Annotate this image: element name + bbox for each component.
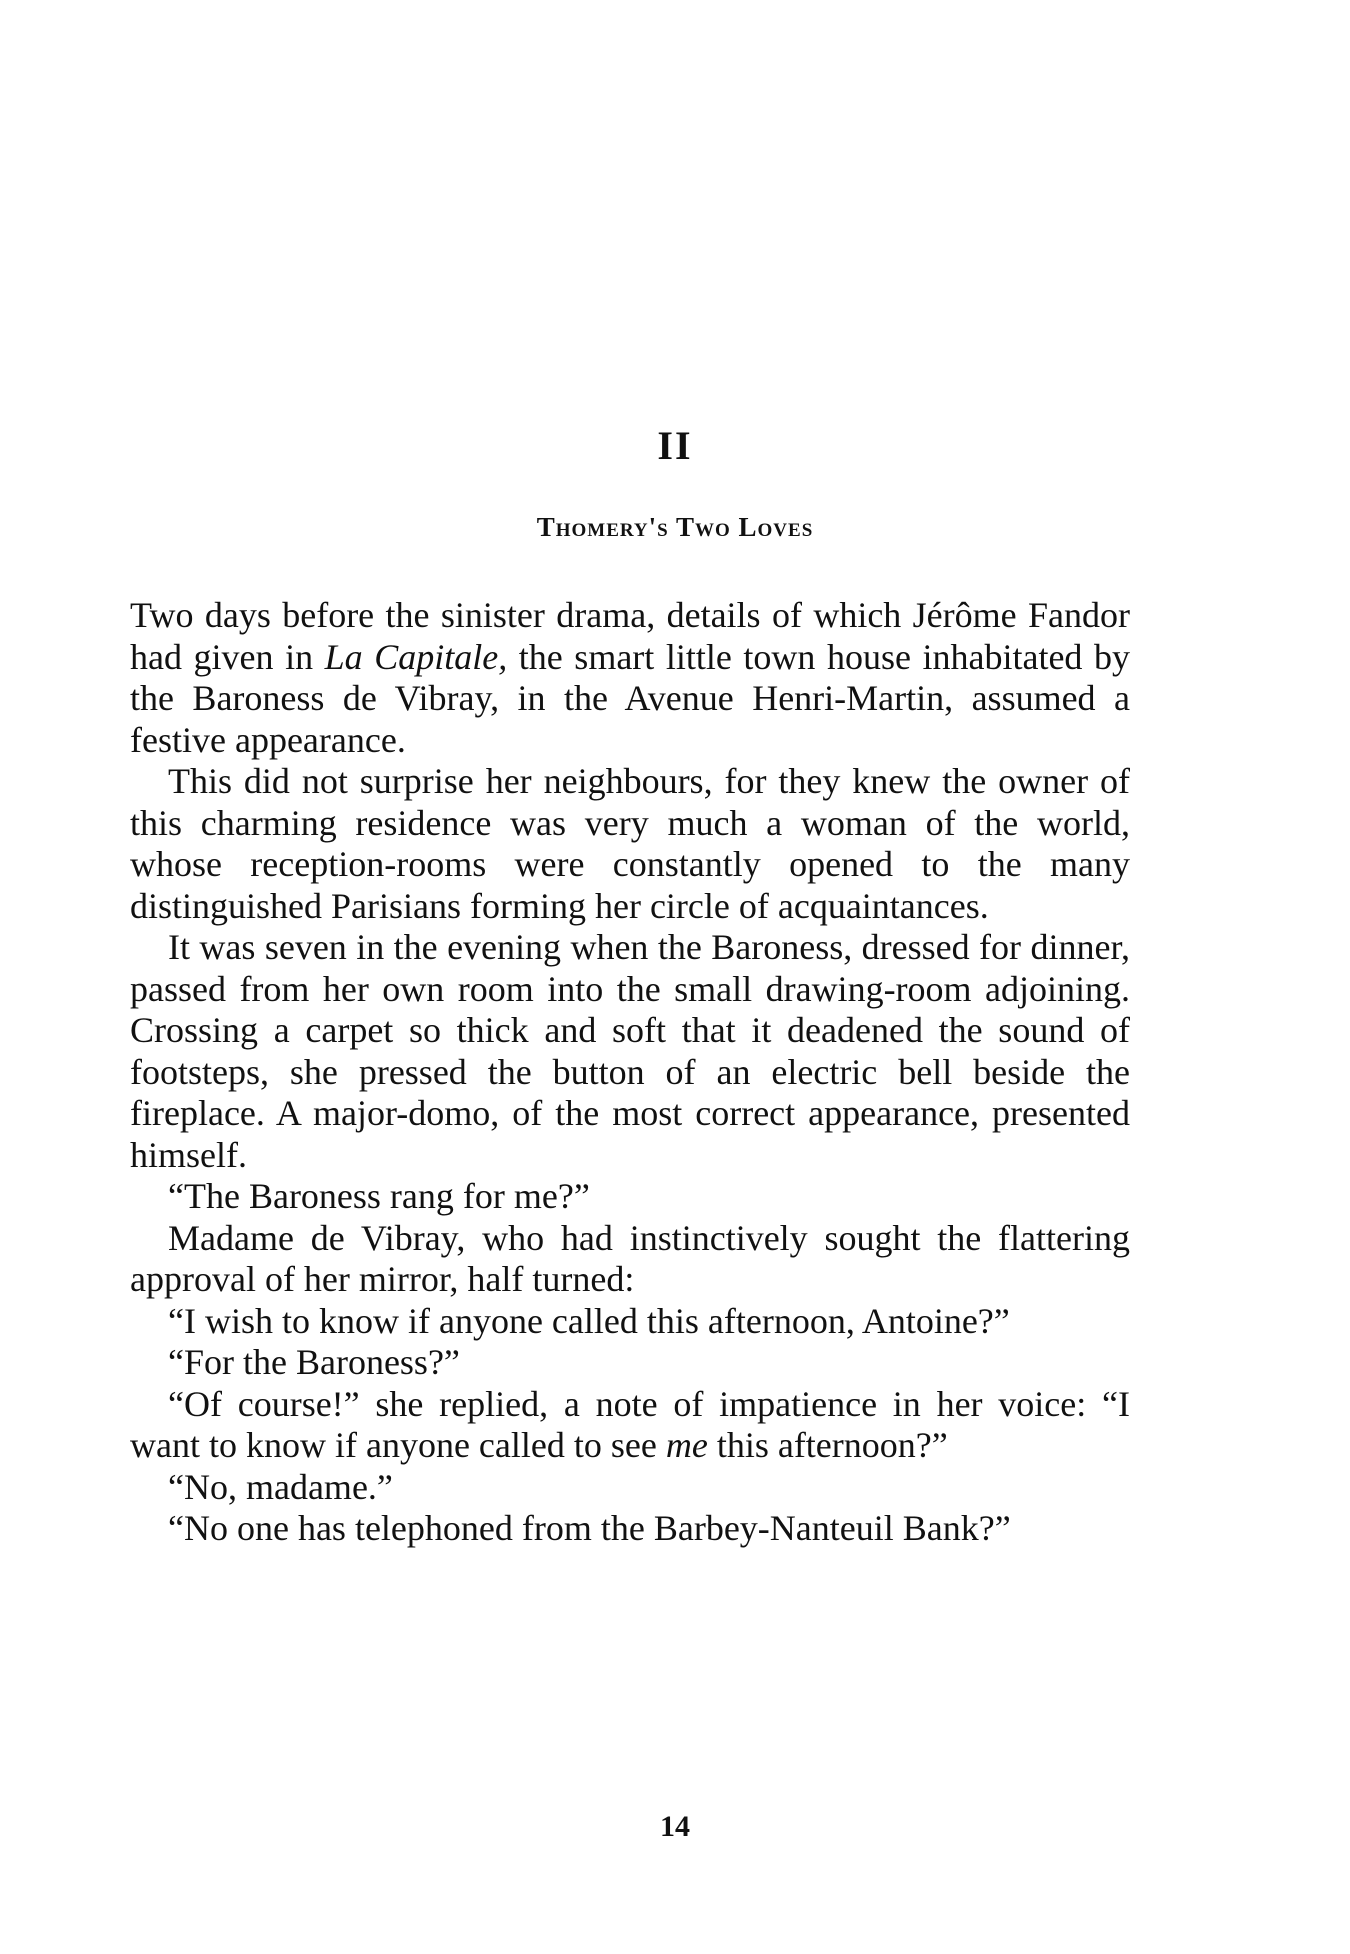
paragraph-2: This did not surprise her neighbours, for they knew the owner of this charming residence was very much a woman of the world, whose reception-rooms were constantly opened to the many distinguished Parisians forming her circle of acquaintances.	[130, 761, 1130, 926]
paragraph-6: “I wish to know if anyone called this afternoon, Antoine?”	[168, 1300, 1010, 1341]
page-number: 14	[660, 1810, 690, 1843]
newspaper-title: La Capitale,	[324, 636, 508, 677]
emphasized-word: me	[665, 1425, 708, 1465]
paragraph-9: “No, madame.”	[168, 1466, 393, 1507]
paragraph-8-text-b: this afternoon?”	[707, 1425, 948, 1465]
paragraph-1	[130, 595, 1130, 761]
paragraph-3: It was seven in the evening when the Baroness, dressed for dinner, passed from her own room into the small drawing-room adjoining. Crossing a carpet so thick and soft that it deadened the sound of footsteps, she pressed the button of an electric bell beside the fireplace. A major-domo, of the most correct appearance, presented himself.	[130, 927, 1130, 1175]
paragraph-8	[130, 1384, 1130, 1467]
chapter-number: II	[657, 423, 693, 468]
body-text	[130, 595, 1130, 1550]
paragraph-4: “The Baroness rang for me?”	[168, 1176, 590, 1216]
paragraph-1-text-b: the smart little town house inhabitated by the Baroness de Vibray, in the Avenue Henri-Martin, assumed a festive appearance.	[130, 636, 1130, 760]
chapter-title: Thomery's Two Loves	[536, 512, 814, 542]
paragraph-7: “For the Baroness?”	[168, 1342, 460, 1382]
paragraph-5: Madame de Vibray, who had instinctively sought the flattering approval of her mirror, half turned:	[130, 1217, 1130, 1299]
paragraph-10: “No one has telephoned from the Barbey-Nanteuil Bank?”	[168, 1508, 1011, 1548]
paragraph-8-text-a: “Of course!” she replied, a note of impatience in her voice: “I want to know if anyone called to see	[130, 1383, 1130, 1465]
paragraph-1-text-a: Two days before the sinister drama, details of which Jérôme Fandor had given in	[130, 595, 1130, 677]
